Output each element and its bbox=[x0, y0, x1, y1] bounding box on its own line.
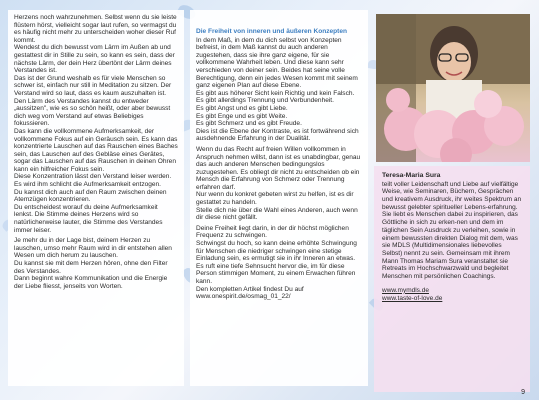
author-bio-box bbox=[374, 166, 530, 392]
article-paragraph: In dem Maß, in dem du dich selbst von Konzepten befreist, in dem Maß kannst du auch anderen zugestehen, dass sie ihre ganz eigene, für sie vollkommene Wahrheit leben. Und diese kann sehr verschieden von deiner sein. Beides hat seine volle Berechtigung, denn ein jedes Wesen kommt mit seinem ganz eigenen Plan auf diese Ebene. Es gibt aus höherer Sicht kein Richtig und kein Falsch. Es gibt allerdings Trennung und Verbundenheit. Es gibt Angst und es gibt Liebe. Es gibt Enge und es gibt Weite. Es gibt Schmerz und es gibt Freude. Dies ist die Ebene der Kontraste, es ist fortwährend sich ausdehnende Erfahrung in der Dualität. bbox=[196, 36, 359, 143]
website-link-taste-of-love[interactable]: www.taste-of-love.de bbox=[382, 295, 443, 303]
article-column-1 bbox=[8, 10, 184, 386]
article-paragraph: Deine Freiheit liegt darin, in der dir höchst möglichen Frequenz zu schwingen. Schwingst du hoch, so kann deine erhöhte Schwingung für Menschen die niedriger schwingen eine stetige Einladung sein, es ermutigt sie in ihr Inneren an etwas. Es ruft eine tiefe Sehnsucht hervor die, im für diese Person stimmigen Moment, zu einem Erwachen führen kann. Den kompletten Artikel findest Du auf www.onespirit.de/osmag_01_22/ bbox=[196, 224, 357, 301]
author-photo bbox=[376, 14, 530, 162]
section-heading: Die Freiheit von inneren und äußeren Konzepten bbox=[196, 28, 347, 35]
author-name: Teresa-Maria Sura bbox=[382, 172, 441, 179]
website-link-mymdls[interactable]: www.mymdls.de bbox=[382, 286, 429, 294]
author-bio-text: teilt voller Leidenschaft und Liebe auf vielfältige Weise, wie Seminaren, Büchern, Gesprächen und kreativem Ausdruck, ihr weites Spektrum an bewusst gelebter spiritueller Lebens-erfahrung. Sie liebt es Menschen dabei zu inspirieren, das Göttliche in sich zu erken-nen und dem im täglichen Sein Ausdruck zu verleihen, sowie in einem bewussten direkten Dialog mit dem, was sie MDLS (Multidimensionales liebevolles Selbst) nennt zu sein. Gemeinsam mit ihrem Mann Thomas Mariam Sura veranstaltet sie Retreats im Hochschwarzwald und begleitet Menschen mit persönlichen Coachings. bbox=[382, 180, 522, 281]
article-paragraph: Je mehr du in der Lage bist, deinem Herzen zu lauschen, umso mehr Raum wird in dir entstehen allen Wesen um dich herum zu lauschen. Du kannst sie mit dem Herzen hören, ohne den Filter des Verstandes. Dann beginnt wahre Kommunikation und die Energie der Liebe fliesst, jenseits von Worten. bbox=[14, 237, 172, 290]
article-paragraph: Herzens noch wahrzunehmen. Selbst wenn du sie leiste flüstern hörst, vielleicht sogar laut rufen, so vermagst du es häufig nicht mehr zu unterscheiden woher dieser Ruf kommt. Wendest du dich bewusst vom Lärm im Außen ab und gestattest dir in Stille zu sein, so kann es sein, dass der nächste Lärm, der dein Herz übertönt der Lärm deines Verstandes ist. Das ist der Grund weshalb es für viele Menschen so schwer ist, einfach nur still in Meditation zu sitzen. Der Verstand wird so laut, dass es kaum auszuhalten ist. Den Lärm des Verstandes kannst du entweder „aussitzen", wie es so schön heißt, oder aber bewusst dich weg vom Verstand auf etwas Beliebiges fokussieren. Das kann die vollkommene Aufmerksamkeit, der vollkommene Fokus auf ein Geräusch sein. Es kann das konzentrierte Lauschen auf das Rauschen eines Baches sein, das Lauschen auf des Gebläse eines Gerätes, sogar das Lauschen auf das Rauschen in deinen Ohren kann ein hilfreicher Fokus sein. Diese Konzentration lässt den Verstand leiser werden. Es wird ihm schlicht die Aufmerksamkeit entzogen. Du kannst dich auch auf den Raum zwischen deinen Atemzügen konzentrieren. Du entscheidest worauf du deine Aufmerksamkeit lenkst. Die Stimme deines Herzens wird so natürlicherweise lauter, die Stimme des Verstandes immer leiser. bbox=[14, 14, 178, 234]
author-photo-illustration bbox=[376, 14, 530, 162]
article-column-2 bbox=[190, 10, 368, 386]
page-number: 9 bbox=[521, 389, 525, 396]
article-paragraph: Wenn du das Recht auf freien Willen vollkommen in Anspruch nehmen willst, dann ist es unabdingbar, genau das auch anderen Menschen bedingungslos zuzugestehen. Es obliegt dir nicht zu entscheiden ob ein Mensch die Erfahrung von Schmerz oder Trennung erfahren darf. Nur wenn du konkret gebeten wirst zu helfen, ist es dir gestattet zu handeln. Stelle dich nie über die Wahl eines Anderen, auch wenn dir diese nicht gefällt. bbox=[196, 145, 361, 222]
